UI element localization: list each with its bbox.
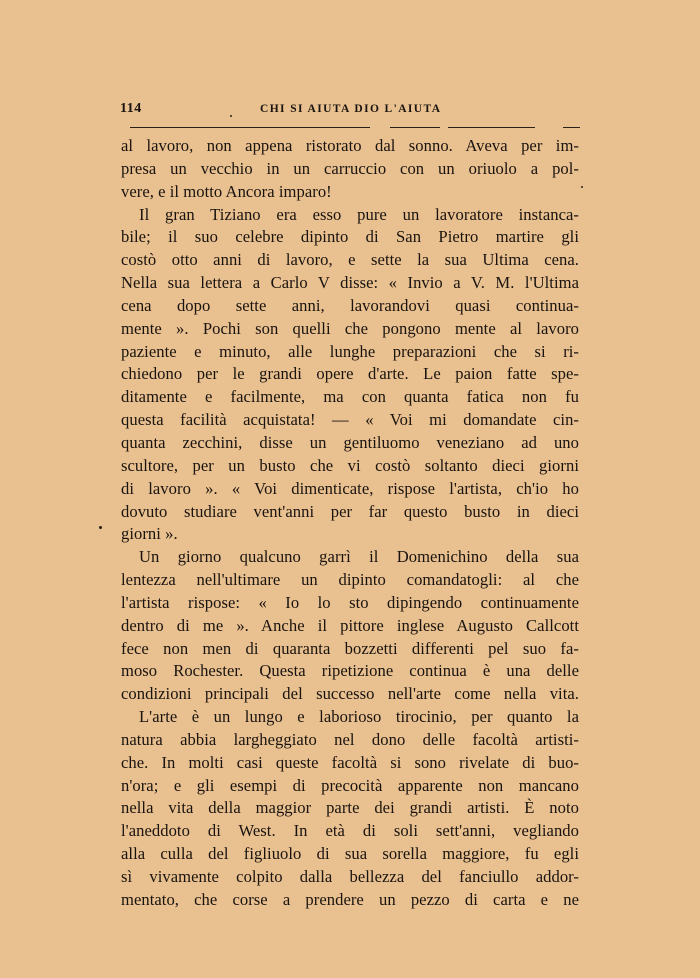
text-line: scultore, per un busto che vi costò soltanto dieci giorni xyxy=(121,455,579,475)
text-line: condizioni principali del successo nell'arte come nella vita. xyxy=(121,684,579,704)
text-line: mente ». Pochi son quelli che pongono mente al lavoro xyxy=(121,318,579,338)
text-line: questa facilità acquistata! — « Voi mi domandate cin- xyxy=(121,410,579,430)
text-line: ditamente e facilmente, ma con quanta fatica non fu xyxy=(121,387,579,407)
text-line: quanta zecchini, disse un gentiluomo veneziano ad uno xyxy=(121,432,579,452)
text-line: Nella sua lettera a Carlo V disse: « Invio a V. M. l'Ultima xyxy=(121,273,579,293)
running-title: CHI SI AIUTA DIO L'AIUTA xyxy=(260,103,442,115)
text-line: chiedono per le grandi opere d'arte. Le paion fatte spe- xyxy=(121,364,579,384)
text-line: presa un vecchio in un carruccio con un oriuolo a pol- xyxy=(121,158,579,178)
text-line: mentato, che corse a prendere un pezzo di carta e ne xyxy=(121,889,579,909)
text-line: lentezza nell'ultimare un dipinto comandatogli: al che xyxy=(121,570,579,590)
text-line: paziente e minuto, alle lunghe preparazioni che si ri- xyxy=(121,341,579,361)
page-number: 114 xyxy=(120,101,142,116)
text-line: alla culla del figliuolo di sua sorella maggiore, fu egli xyxy=(121,844,579,864)
text-line: n'ora; e gli esempi di precocità apparente non mancano xyxy=(121,775,579,795)
text-line: bile; il suo celebre dipinto di San Pietro martire gli xyxy=(121,227,579,247)
header-rule-gap xyxy=(535,127,563,128)
text-line: dovuto studiare vent'anni per far questo busto in dieci xyxy=(121,501,579,521)
text-line: l'aneddoto di West. In età di soli sett'anni, vegliando xyxy=(121,821,579,841)
text-line: che. In molti casi queste facoltà si sono rivelate di buo- xyxy=(121,752,579,772)
text-line: l'artista rispose: « Io lo sto dipingendo continuamente xyxy=(121,592,579,612)
ink-speck xyxy=(581,186,583,188)
text-line: dentro di me ». Anche il pittore inglese Augusto Callcott xyxy=(121,615,579,635)
body-text xyxy=(121,135,579,912)
header-rule-gap xyxy=(440,127,448,128)
header-rule-gap xyxy=(370,127,390,128)
text-line: giorni ». xyxy=(121,524,178,544)
text-line: natura abbia largheggiato nel dono delle facoltà artisti- xyxy=(121,729,579,749)
paragraph-start-line: L'arte è un lungo e laborioso tirocinio, per quanto la xyxy=(139,707,579,727)
text-line: nella vita della maggior parte dei grandi artisti. È noto xyxy=(121,798,579,818)
text-line: fece non men di quaranta bozzetti differenti pel suo fa- xyxy=(121,638,579,658)
ink-speck xyxy=(99,526,102,529)
text-line: al lavoro, non appena ristorato dal sonno. Aveva per im- xyxy=(121,136,579,155)
paragraph-start-line: Il gran Tiziano era esso pure un lavoratore instanca- xyxy=(139,204,579,224)
text-line: sì vivamente colpito dalla bellezza del fanciullo addor- xyxy=(121,867,579,886)
text-line: costò otto anni di lavoro, e sette la sua Ultima cena. xyxy=(121,250,579,270)
page-header xyxy=(120,101,580,121)
ink-speck xyxy=(230,115,232,117)
text-line: vere, e il motto Ancora imparo! xyxy=(121,181,332,201)
text-line: di lavoro ». « Voi dimenticate, rispose l'artista, ch'io ho xyxy=(121,478,579,498)
text-line: moso Rochester. Questa ripetizione continua è una delle xyxy=(121,661,579,681)
text-line: cena dopo sette anni, lavorandovi quasi continua- xyxy=(121,295,579,315)
header-rule xyxy=(130,127,580,128)
paragraph-start-line: Un giorno qualcuno garrì il Domenichino della sua xyxy=(139,547,579,567)
